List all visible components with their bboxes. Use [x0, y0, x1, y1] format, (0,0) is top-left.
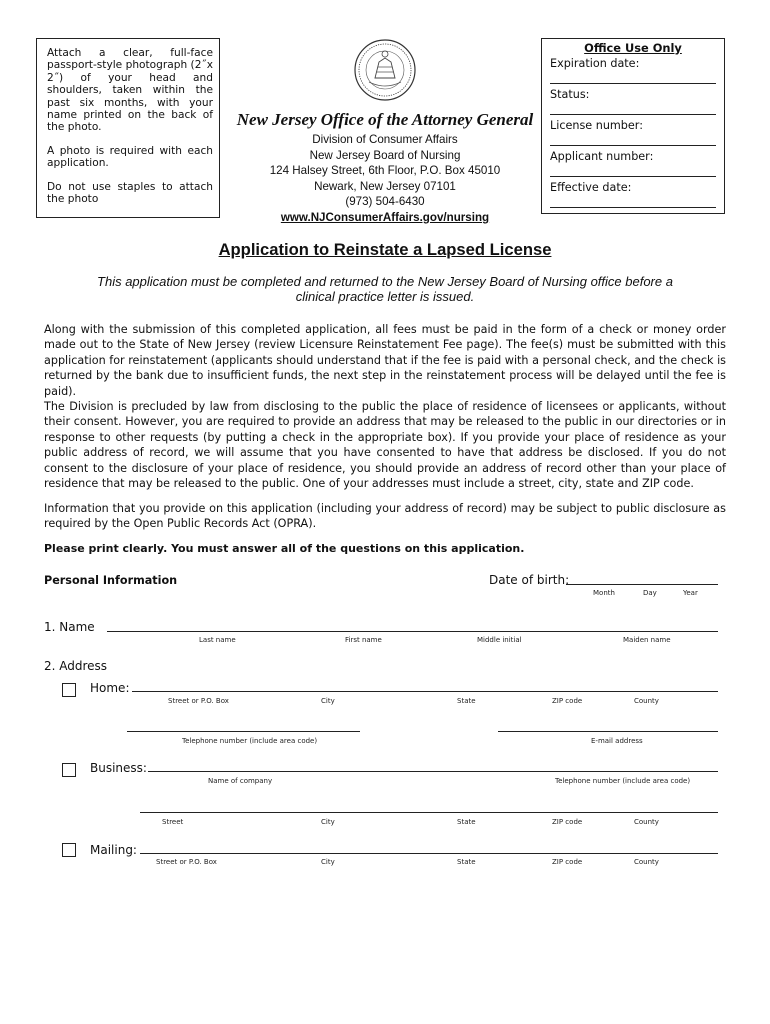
name-label: 1. Name — [44, 620, 95, 634]
mailing-address-checkbox[interactable] — [62, 843, 76, 857]
agency-website-link[interactable]: www.NJConsumerAffairs.gov/nursing — [280, 210, 490, 224]
agency-street: 124 Halsey Street, 6th Floor, P.O. Box 45010 — [269, 164, 501, 178]
mailing-county-caption: County — [634, 858, 659, 866]
agency-phone: (973) 504-6430 — [345, 195, 425, 209]
maiden-name-caption: Maiden name — [623, 636, 671, 644]
home-zip-caption: ZIP code — [552, 697, 583, 705]
home-street-caption: Street or P.O. Box — [168, 697, 229, 705]
mailing-label: Mailing: — [90, 843, 137, 857]
business-address-checkbox[interactable] — [62, 763, 76, 777]
telephone-field[interactable] — [127, 731, 360, 732]
mailing-city-caption: City — [321, 858, 335, 866]
office-field-line — [550, 195, 716, 208]
photo-instructions-box — [36, 38, 220, 218]
office-field-label: Effective date: — [550, 181, 632, 194]
disclosure-paragraph: The Division is precluded by law from disclosing to the public the place of residence of licensees or applicants, without their consent. However, you are required to provide an address that may be released to the public in our directories or in response to other requests (by putting a check in the appropriate box). If you provide your place of residence as your public address of record, we will assume that you have consented to have that address be disclosed. If you do not consent to the disclosure of your place of residence, you should provide an address of record other than your place of residence that may be released to the public. One of your addresses must include a street, city, state and ZIP code. — [44, 400, 726, 491]
agency-board: New Jersey Board of Nursing — [309, 148, 461, 162]
last-name-caption: Last name — [199, 636, 236, 644]
photo-instruction-3: Do not use staples to attach the photo — [47, 180, 213, 206]
office-field-label: Applicant number: — [550, 150, 654, 163]
agency-city: Newark, New Jersey 07101 — [314, 179, 456, 193]
company-name-caption: Name of company — [208, 777, 273, 785]
mailing-street-caption: Street or P.O. Box — [156, 858, 217, 866]
first-name-caption: First name — [345, 636, 382, 644]
business-county-caption: County — [634, 818, 659, 826]
state-seal-icon — [353, 38, 417, 102]
office-field — [550, 87, 716, 118]
home-address-checkbox[interactable] — [62, 683, 76, 697]
mailing-state-caption: State — [457, 858, 476, 866]
email-caption: E-mail address — [591, 737, 643, 745]
dob-month-caption: Month — [593, 589, 615, 597]
photo-instruction-2: A photo is required with each application. — [47, 144, 213, 170]
office-field-line — [550, 102, 716, 115]
business-company-field[interactable] — [148, 771, 718, 772]
telephone-caption: Telephone number (include area code) — [182, 737, 318, 745]
dob-field[interactable] — [566, 584, 718, 585]
business-street-caption: Street — [162, 818, 184, 826]
office-field-label: License number: — [550, 119, 643, 132]
office-field-line — [550, 133, 716, 146]
office-field — [550, 56, 716, 87]
home-county-caption: County — [634, 697, 659, 705]
photo-instruction-1: Attach a clear, full-face passport-style photograph (2˝x 2˝) of your head and shoulders, taken within the past six months, with your name printed on the back of the photo. — [47, 47, 213, 134]
address-label: 2. Address — [44, 659, 108, 673]
opra-paragraph: Information that you provide on this application (including your address of record) may be subject to public disclosure as required by the Open Public Records Act (OPRA). — [44, 502, 726, 531]
office-use-box — [541, 38, 725, 214]
form-subtitle: This application must be completed and returned to the New Jersey Board of Nursing office before a clinical practice letter is issued. — [97, 274, 673, 304]
office-use-title: Office Use Only — [584, 41, 682, 55]
business-telephone-caption: Telephone number (include area code) — [555, 777, 691, 785]
form-title: Application to Reinstate a Lapsed License — [218, 240, 552, 259]
home-label: Home: — [90, 681, 130, 695]
email-field[interactable] — [498, 731, 718, 732]
fee-paragraph: Along with the submission of this completed application, all fees must be paid in the form of a check or money order made out to the State of New Jersey (review Licensure Reinstatement Fee page). The fee(s) must be submitted with this application for reinstatement (applicants should understand that if the fee is paid with a personal check, and the check is returned by the bank due to insufficient funds, the next step in the reinstatement process will be delayed until the fee is paid). — [44, 323, 726, 398]
agency-header — [225, 110, 545, 226]
business-state-caption: State — [457, 818, 476, 826]
home-address-field[interactable] — [132, 691, 718, 692]
mailing-zip-caption: ZIP code — [552, 858, 583, 866]
print-instruction: Please print clearly. You must answer all of the questions on this application. — [44, 542, 525, 555]
office-field-line — [550, 164, 716, 177]
mailing-address-field[interactable] — [140, 853, 718, 854]
home-city-caption: City — [321, 697, 335, 705]
middle-initial-caption: Middle initial — [477, 636, 522, 644]
dob-year-caption: Year — [683, 589, 698, 597]
business-zip-caption: ZIP code — [552, 818, 583, 826]
agency-title: New Jersey Office of the Attorney General — [236, 110, 534, 129]
office-field — [550, 149, 716, 180]
office-field-label: Status: — [550, 88, 590, 101]
office-field — [550, 118, 716, 149]
office-field-label: Expiration date: — [550, 57, 640, 70]
dob-label: Date of birth: — [489, 573, 570, 587]
business-address-field[interactable] — [140, 812, 718, 813]
office-field-line — [550, 71, 716, 84]
dob-day-caption: Day — [643, 589, 657, 597]
business-label: Business: — [90, 761, 147, 775]
agency-division: Division of Consumer Affairs — [312, 133, 458, 146]
name-field[interactable] — [107, 631, 718, 632]
office-field — [550, 180, 716, 211]
business-city-caption: City — [321, 818, 335, 826]
personal-information-heading: Personal Information — [44, 574, 178, 587]
home-state-caption: State — [457, 697, 476, 705]
